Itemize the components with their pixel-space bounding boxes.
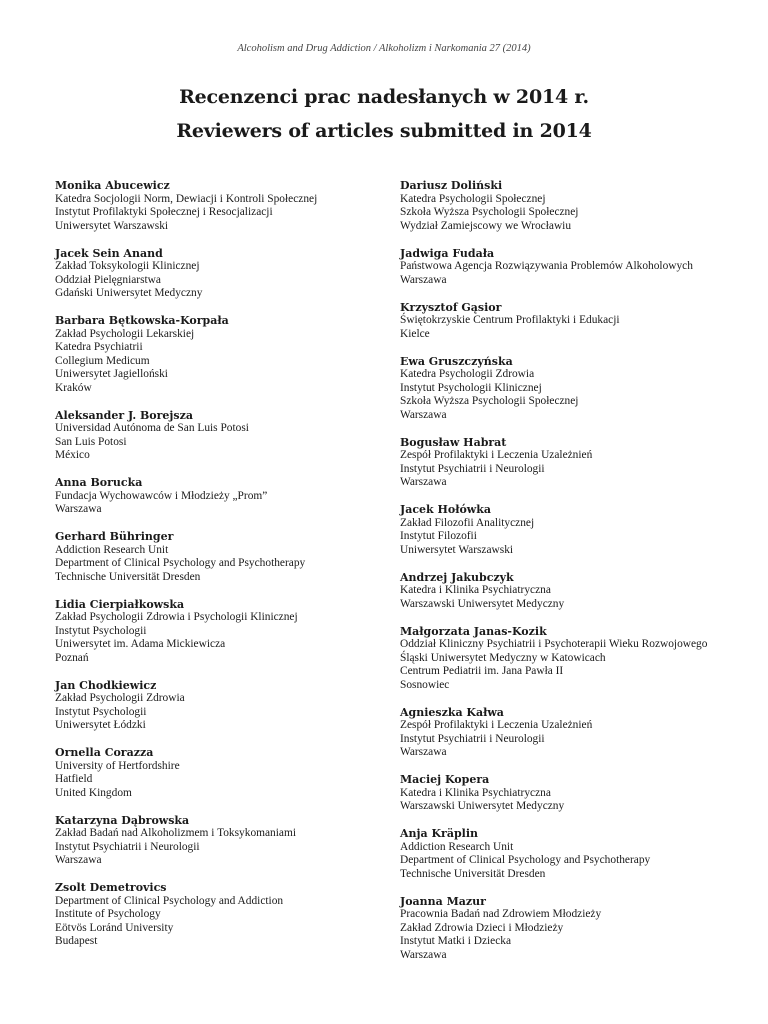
reviewer-name: Agnieszka Kałwa xyxy=(400,705,504,719)
reviewer-affiliation-line: Zespół Profilaktyki i Leczenia Uzależnień xyxy=(400,719,593,731)
reviewer-affiliation-line: Department of Clinical Psychology and Psychotherapy xyxy=(400,854,651,866)
reviewer-affiliation-line: Instytut Psychologii xyxy=(55,705,147,718)
reviewer-affiliation-line: Warszawa xyxy=(400,746,447,758)
reviewer-affiliation-line: Warszawski Uniwersytet Medyczny xyxy=(400,597,565,610)
reviewer-affiliation-line: Centrum Pediatrii im. Jana Pawła II xyxy=(400,665,564,677)
reviewer-affiliation-line: Instytut Filozofii xyxy=(400,530,477,542)
reviewer-affiliation-line: Zakład Zdrowia Dzieci i Młodzieży xyxy=(400,921,564,934)
reviewer-name: Barbara Bętkowska-Korpała xyxy=(55,314,229,327)
reviewer-affiliation-line: Instytut Psychologii xyxy=(55,624,147,637)
reviewer-affiliation-line: Department of Clinical Psychology and Addiction xyxy=(55,894,284,907)
reviewer-name: Joanna Mazur xyxy=(400,894,486,908)
reviewer-name: Bogusław Habrat xyxy=(400,435,507,449)
reviewer-entry xyxy=(55,679,385,733)
reviewer-affiliation-line: Zakład Filozofii Analitycznej xyxy=(400,516,535,529)
reviewer-affiliation-line: Kraków xyxy=(55,381,92,394)
reviewer-entry xyxy=(55,409,385,463)
reviewer-entry xyxy=(55,598,385,666)
reviewer-affiliation-line: Warszawski Uniwersytet Medyczny xyxy=(400,800,565,812)
reviewer-entry xyxy=(400,179,760,233)
reviewer-affiliation-line: Uniwersytet Łódzki xyxy=(55,719,146,731)
reviewer-affiliation-line: Collegium Medicum xyxy=(55,354,150,367)
reviewer-affiliation-line: Oddział Kliniczny Psychiatrii i Psychoterapii Wieku Rozwojowego xyxy=(400,638,708,650)
reviewer-affiliation-line: Warszawa xyxy=(55,503,102,515)
reviewer-affiliation-line: Eötvös Loránd University xyxy=(55,921,174,934)
reviewer-affiliation-line: Warszawa xyxy=(400,408,447,421)
reviewer-affiliation-line: Addiction Research Unit xyxy=(400,840,514,853)
reviewer-affiliation-line: Katedra i Klinika Psychiatryczna xyxy=(400,786,551,799)
reviewer-affiliation-line: Warszawa xyxy=(400,476,447,488)
reviewer-affiliation-line: Instytut Psychologii Klinicznej xyxy=(400,381,542,394)
reviewer-affiliation-line: Zakład Toksykologii Klinicznej xyxy=(55,260,200,272)
reviewer-affiliation-line: Szkoła Wyższa Psychologii Społecznej xyxy=(400,206,579,218)
reviewer-affiliation-line: Zakład Psychologii Zdrowia xyxy=(55,692,185,704)
reviewer-entry xyxy=(400,571,760,612)
reviewer-affiliation-line: Warszawa xyxy=(55,854,102,866)
reviewer-entry xyxy=(55,476,385,517)
reviewer-name: Krzysztof Gąsior xyxy=(400,300,502,314)
reviewer-name: Andrzej Jakubczyk xyxy=(400,570,514,584)
reviewer-entry xyxy=(400,706,760,760)
reviewer-affiliation-line: United Kingdom xyxy=(55,786,132,799)
reviewer-name: Dariusz Doliński xyxy=(400,179,503,192)
reviewer-affiliation-line: Poznań xyxy=(55,651,89,664)
reviewer-affiliation-line: Kielce xyxy=(400,327,430,340)
reviewer-name: Anna Borucka xyxy=(55,476,143,489)
reviewer-affiliation-line: Oddział Pielęgniarstwa xyxy=(55,273,161,286)
page-title-english: Reviewers of articles submitted in 2014 xyxy=(176,120,592,142)
reviewer-name: Monika Abucewicz xyxy=(55,179,170,192)
reviewer-affiliation-line: Addiction Research Unit xyxy=(55,543,169,556)
reviewer-affiliation-line: Zakład Psychologii Lekarskiej xyxy=(55,327,195,340)
reviewer-name: Gerhard Bühringer xyxy=(55,530,174,543)
reviewer-name: Małgorzata Janas-Kozik xyxy=(400,624,547,638)
running-header: Alcoholism and Drug Addiction / Alkoholizm i Narkomania 27 (2014) xyxy=(237,43,531,54)
reviewer-name: Ornella Corazza xyxy=(55,746,154,759)
reviewer-affiliation-line: Uniwersytet Jagielloński xyxy=(55,368,168,380)
reviewer-affiliation-line: Technische Universität Dresden xyxy=(400,867,546,880)
reviewer-affiliation-line: Warszawa xyxy=(400,948,447,961)
reviewers-left-column xyxy=(55,179,385,962)
reviewer-affiliation-line: Budapest xyxy=(55,935,98,947)
reviewer-affiliation-line: Hatfield xyxy=(55,773,93,785)
reviewer-affiliation-line: Śląski Uniwersytet Medyczny w Katowicach xyxy=(400,651,606,664)
reviewer-affiliation-line: Zakład Badań nad Alkoholizmem i Toksykomaniami xyxy=(55,827,296,839)
reviewer-affiliation-line: Instytut Matki i Dziecka xyxy=(400,935,512,947)
reviewer-affiliation-line: México xyxy=(55,449,90,461)
reviewer-entry xyxy=(400,827,760,881)
reviewer-entry xyxy=(55,247,385,301)
reviewer-entry xyxy=(400,503,760,557)
reviewer-name: Ewa Gruszczyńska xyxy=(400,354,513,368)
reviewer-name: Lidia Cierpiałkowska xyxy=(55,597,185,611)
reviewer-affiliation-line: Warszawa xyxy=(400,273,447,286)
reviewer-name: Aleksander J. Borejsza xyxy=(55,408,193,422)
reviewer-affiliation-line: Technische Universität Dresden xyxy=(55,570,201,583)
reviewer-name: Anja Kräplin xyxy=(400,827,478,840)
reviewer-affiliation-line: Instytut Psychiatrii i Neurologii xyxy=(400,732,545,745)
reviewer-name: Jacek Sein Anand xyxy=(55,246,163,260)
reviewer-affiliation-line: Katedra Socjologii Norm, Dewiacji i Kontroli Społecznej xyxy=(55,192,318,205)
reviewer-affiliation-line: Uniwersytet Warszawski xyxy=(55,219,169,232)
reviewer-affiliation-line: Institute of Psychology xyxy=(55,908,161,920)
reviewer-entry xyxy=(55,314,385,395)
reviewer-affiliation-line: Szkoła Wyższa Psychologii Społecznej xyxy=(400,395,579,407)
reviewer-affiliation-line: Instytut Psychiatrii i Neurologii xyxy=(400,462,545,475)
page-title-polish: Recenzenci prac nadesłanych w 2014 r. xyxy=(179,86,589,108)
reviewer-affiliation-line: University of Hertfordshire xyxy=(55,759,180,772)
reviewer-affiliation-line: Uniwersytet Warszawski xyxy=(400,543,514,556)
reviewer-affiliation-line: Gdański Uniwersytet Medyczny xyxy=(55,287,203,299)
reviewer-entry xyxy=(400,895,760,963)
reviewer-affiliation-line: Katedra Psychologii Zdrowia xyxy=(400,368,535,380)
reviewer-affiliation-line: Państwowa Agencja Rozwiązywania Problemów Alkoholowych xyxy=(400,260,693,272)
reviewer-entry xyxy=(55,881,385,949)
reviewer-affiliation-line: Świętokrzyskie Centrum Profilaktyki i Edukacji xyxy=(400,314,620,326)
reviewer-entry xyxy=(400,773,760,814)
reviewer-entry xyxy=(55,530,385,584)
reviewer-affiliation-line: Uniwersytet im. Adama Mickiewicza xyxy=(55,638,226,650)
reviewer-affiliation-line: Sosnowiec xyxy=(400,678,450,691)
reviewer-entry xyxy=(55,746,385,800)
reviewer-name: Jacek Hołówka xyxy=(400,503,491,516)
reviewer-name: Jadwiga Fudała xyxy=(400,246,495,260)
reviewer-affiliation-line: Instytut Psychiatrii i Neurologii xyxy=(55,840,200,853)
reviewer-affiliation-line: Katedra Psychologii Społecznej xyxy=(400,192,546,205)
reviewer-affiliation-line: San Luis Potosi xyxy=(55,435,127,448)
reviewer-affiliation-line: Pracownia Badań nad Zdrowiem Młodzieży xyxy=(400,908,602,920)
reviewer-affiliation-line: Universidad Autónoma de San Luis Potosi xyxy=(55,422,249,434)
reviewer-entry xyxy=(400,247,760,288)
reviewers-right-column xyxy=(400,179,760,976)
reviewer-name: Jan Chodkiewicz xyxy=(55,678,157,692)
reviewer-affiliation-line: Fundacja Wychowawców i Młodzieży „Prom” xyxy=(55,489,268,502)
reviewer-entry xyxy=(400,355,760,423)
reviewer-name: Maciej Kopera xyxy=(400,773,490,786)
reviewer-entry xyxy=(400,301,760,342)
reviewer-entry xyxy=(400,436,760,490)
reviewer-entry xyxy=(55,814,385,868)
reviewer-affiliation-line: Instytut Profilaktyki Społecznej i Resocjalizacji xyxy=(55,206,273,218)
reviewer-affiliation-line: Katedra Psychiatrii xyxy=(55,341,143,353)
reviewer-affiliation-line: Zespół Profilaktyki i Leczenia Uzależnień xyxy=(400,449,593,461)
reviewer-affiliation-line: Wydział Zamiejscowy we Wrocławiu xyxy=(400,219,572,232)
reviewer-affiliation-line: Katedra i Klinika Psychiatryczna xyxy=(400,584,551,596)
reviewer-name: Zsolt Demetrovics xyxy=(55,881,167,894)
reviewer-name: Katarzyna Dąbrowska xyxy=(55,813,190,827)
reviewer-affiliation-line: Department of Clinical Psychology and Psychotherapy xyxy=(55,557,306,569)
reviewer-entry xyxy=(400,625,760,693)
reviewer-affiliation-line: Zakład Psychologii Zdrowia i Psychologii Klinicznej xyxy=(55,611,298,623)
reviewer-entry xyxy=(55,179,385,233)
